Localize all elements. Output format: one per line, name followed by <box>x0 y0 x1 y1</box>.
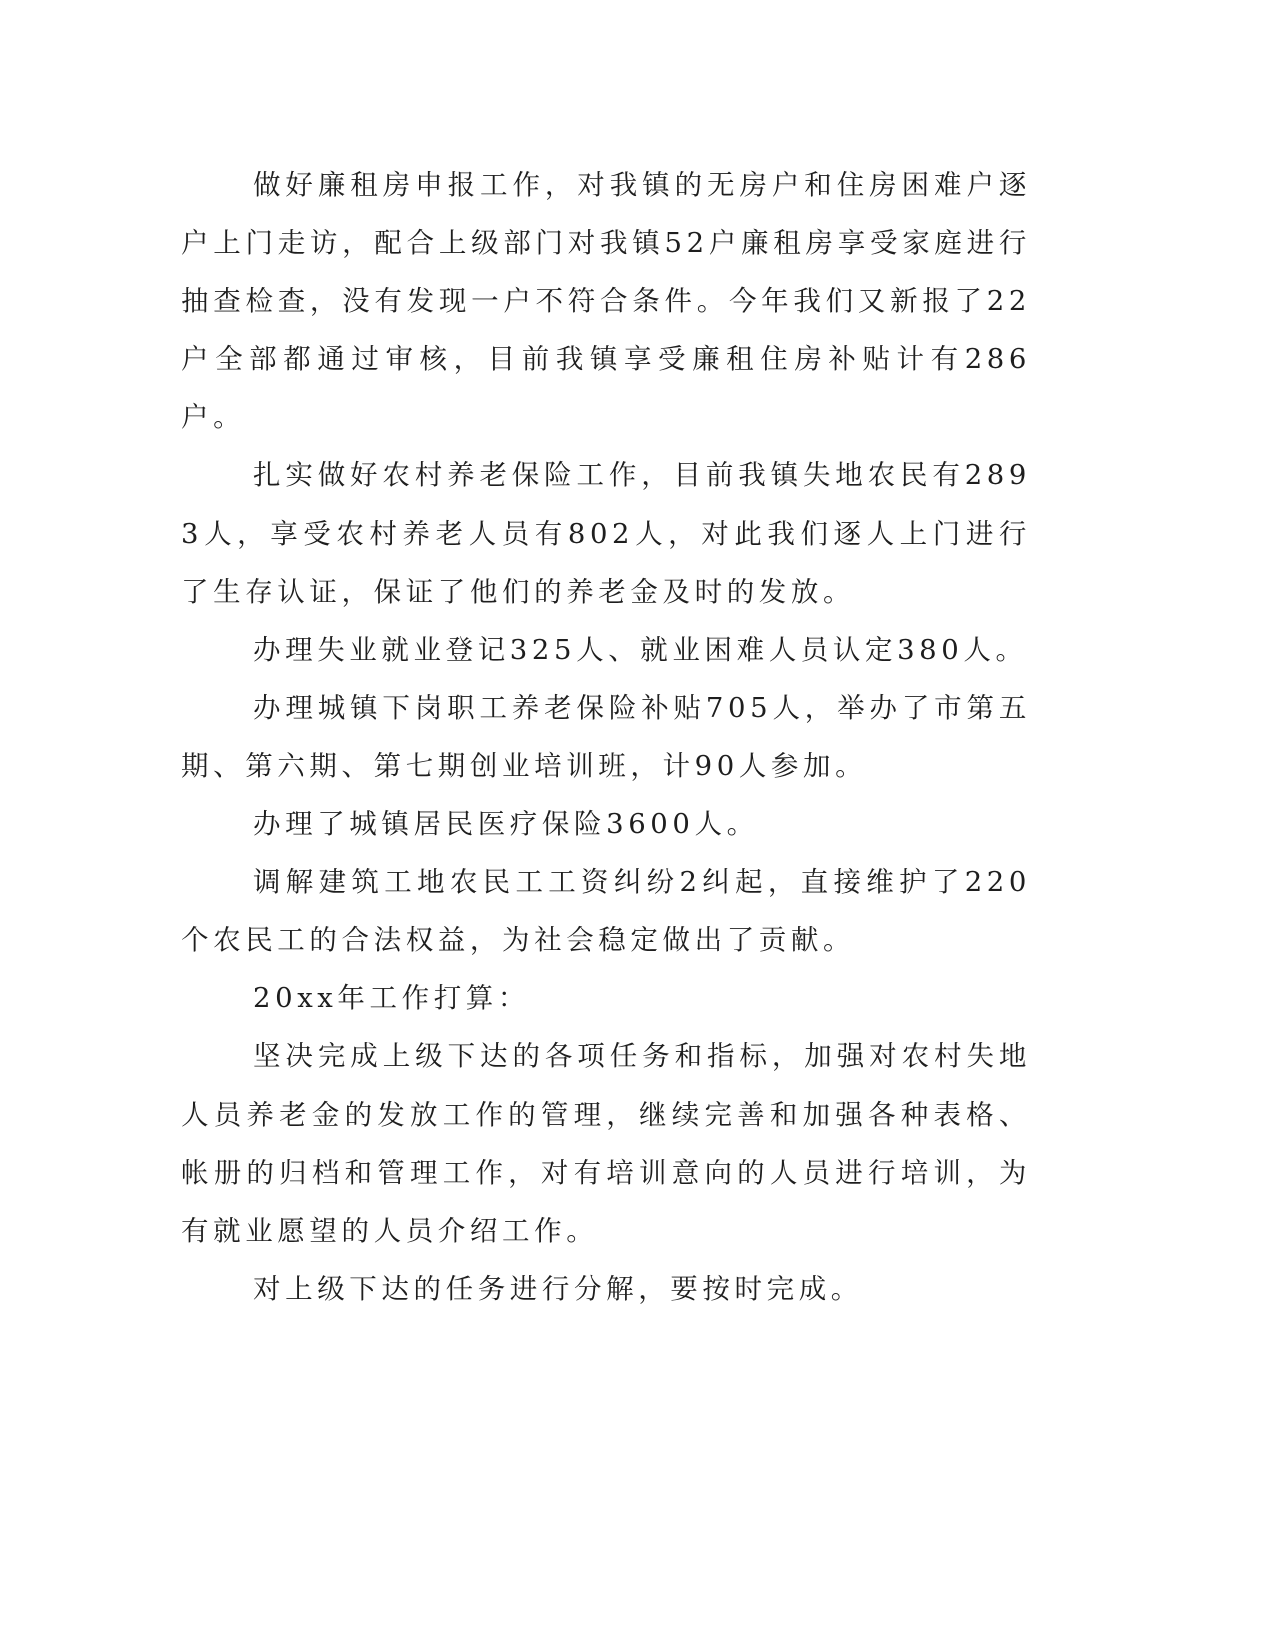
paragraph-yiliao-baoxian: 办理了城镇居民医疗保险3600人。 <box>253 808 759 841</box>
paragraph-plan-breakdown: 对上级下达的任务进行分解，要按时完成。 <box>253 1272 863 1305</box>
paragraph-plan-tasks: 坚决完成上级下达的各项任务和指标，加强对农村失地人员养老金的发放工作的管理，继续完善和加强各种表格、帐册的归档和管理工作，对有培训意向的人员进行培训，为有就业愿望的人员介绍工作。 <box>181 1040 1031 1247</box>
section-heading-work-plan: 20xx年工作打算： <box>253 982 531 1015</box>
document-body <box>181 156 1031 1318</box>
paragraph-yanglao-baoxian: 扎实做好农村养老保险工作，目前我镇失地农民有2893人，享受农村养老人员有802人，对此我们逐人上门进行了生存认证，保证了他们的养老金及时的发放。 <box>181 459 1031 608</box>
paragraph-shiye-dengji: 办理失业就业登记325人、就业困难人员认定380人。 <box>253 633 1028 666</box>
paragraph-gongzi-jiufen: 调解建筑工地农民工工资纠纷2纠起，直接维护了220个农民工的合法权益，为社会稳定做出了贡献。 <box>181 866 1031 957</box>
paragraph-lianzufang: 做好廉租房申报工作，对我镇的无房户和住房困难户逐户上门走访，配合上级部门对我镇52户廉租房享受家庭进行抽查检查，没有发现一户不符合条件。今年我们又新报了22户全部都通过审核，目前我镇享受廉租住房补贴计有286户。 <box>181 169 1031 434</box>
paragraph-xiagang-butie: 办理城镇下岗职工养老保险补贴705人，举办了市第五期、第六期、第七期创业培训班，计90人参加。 <box>181 691 1031 782</box>
